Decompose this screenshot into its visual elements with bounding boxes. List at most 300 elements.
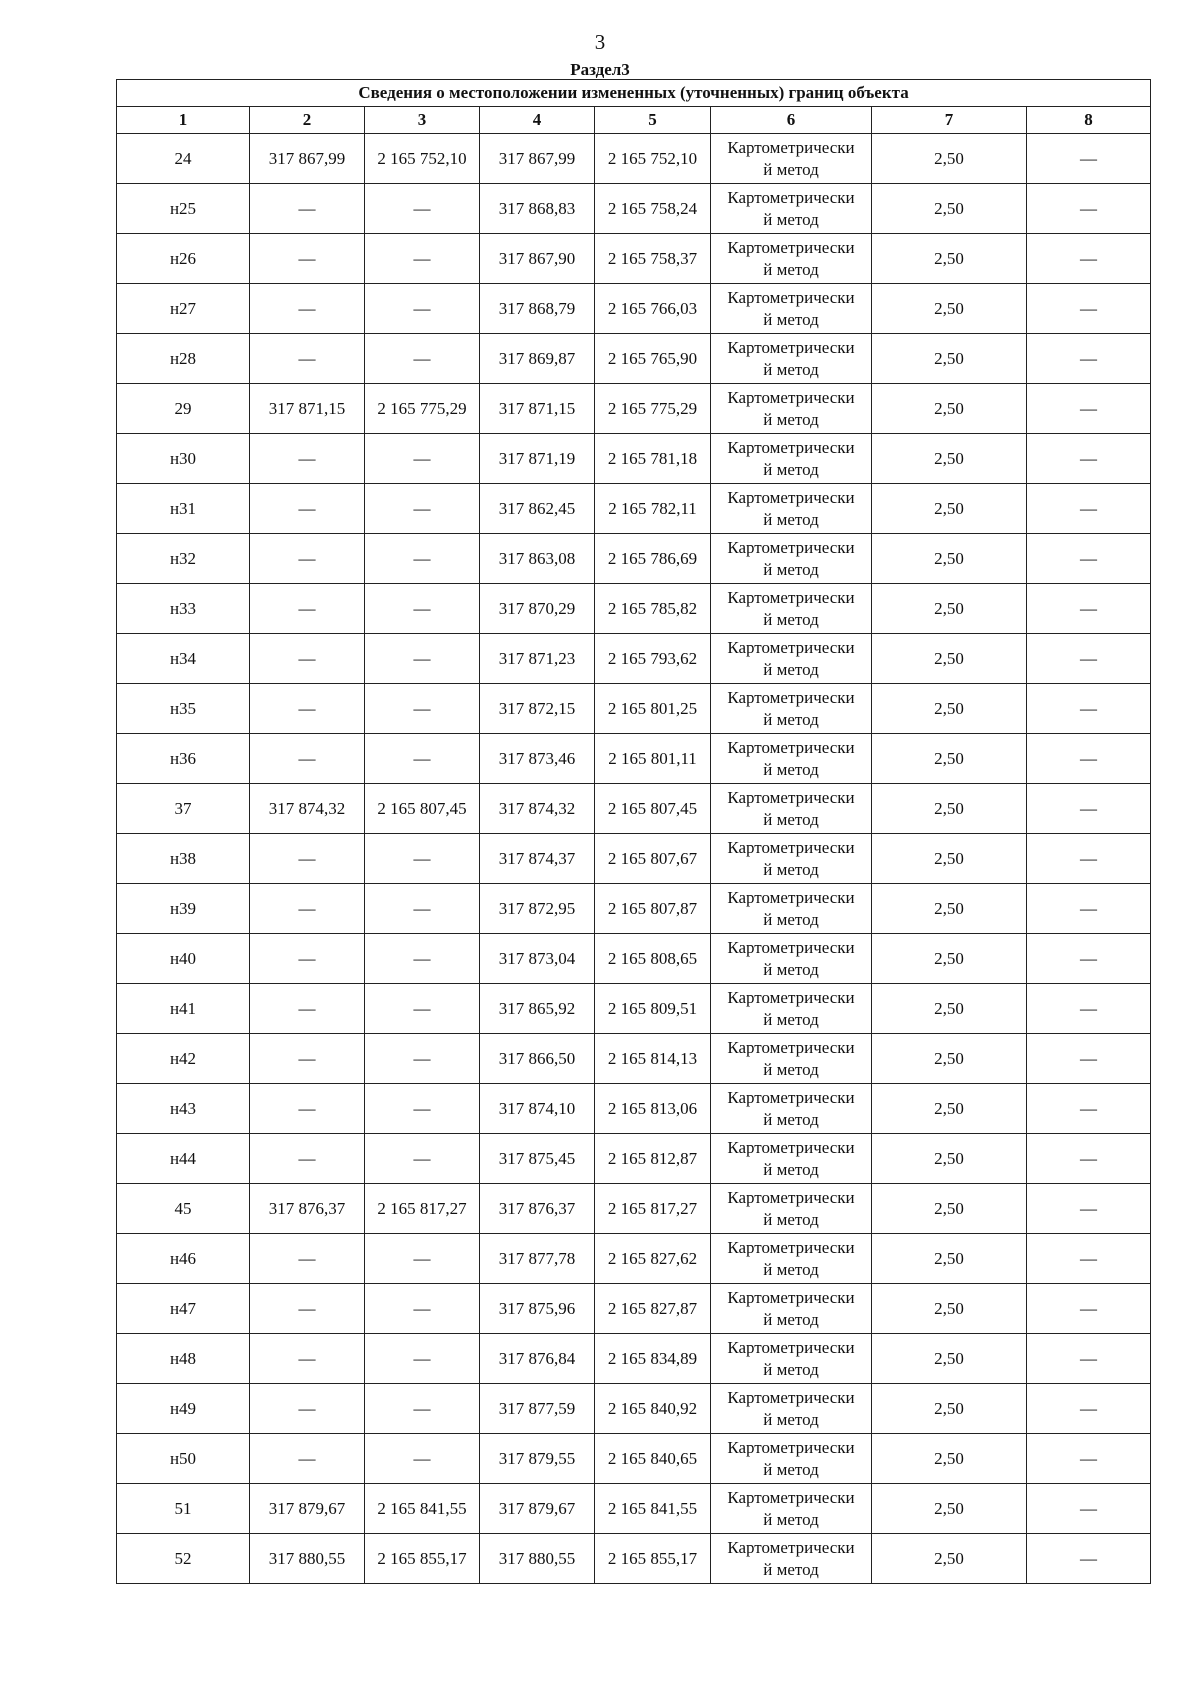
- method-line-2: й метод: [763, 859, 819, 879]
- new-y-cell: 2 165 758,37: [595, 234, 711, 284]
- column-header-1: 1: [117, 107, 250, 134]
- new-x-cell: 317 869,87: [480, 334, 595, 384]
- method-cell: [711, 1184, 872, 1234]
- old-x-cell: —: [250, 534, 365, 584]
- table-row: [117, 784, 1151, 834]
- accuracy-cell: 2,50: [872, 434, 1027, 484]
- method-cell: [711, 234, 872, 284]
- description-cell: —: [1027, 1234, 1151, 1284]
- method-line-2: й метод: [763, 909, 819, 929]
- new-y-cell: 2 165 827,87: [595, 1284, 711, 1334]
- description-cell: —: [1027, 1084, 1151, 1134]
- method-cell: [711, 1134, 872, 1184]
- new-x-cell: 317 873,04: [480, 934, 595, 984]
- table-row: [117, 534, 1151, 584]
- table-row: [117, 684, 1151, 734]
- description-cell: —: [1027, 234, 1151, 284]
- method-cell: [711, 834, 872, 884]
- accuracy-cell: 2,50: [872, 834, 1027, 884]
- description-cell: —: [1027, 684, 1151, 734]
- new-x-cell: 317 872,95: [480, 884, 595, 934]
- new-y-cell: 2 165 855,17: [595, 1534, 711, 1584]
- description-cell: —: [1027, 1334, 1151, 1384]
- new-x-cell: 317 871,15: [480, 384, 595, 434]
- method-cell: [711, 1534, 872, 1584]
- method-cell: [711, 884, 872, 934]
- method-cell: [711, 584, 872, 634]
- new-y-cell: 2 165 785,82: [595, 584, 711, 634]
- method-line-2: й метод: [763, 1359, 819, 1379]
- boundary-coordinates-table: [116, 79, 1151, 1584]
- description-cell: —: [1027, 284, 1151, 334]
- table-row: [117, 1484, 1151, 1534]
- point-id-cell: н50: [117, 1434, 250, 1484]
- description-cell: —: [1027, 434, 1151, 484]
- old-x-cell: —: [250, 1434, 365, 1484]
- old-x-cell: —: [250, 984, 365, 1034]
- description-cell: —: [1027, 134, 1151, 184]
- new-y-cell: 2 165 766,03: [595, 284, 711, 334]
- method-line-2: й метод: [763, 1109, 819, 1129]
- new-x-cell: 317 870,29: [480, 584, 595, 634]
- method-line-2: й метод: [763, 509, 819, 529]
- new-y-cell: 2 165 817,27: [595, 1184, 711, 1234]
- point-id-cell: н33: [117, 584, 250, 634]
- description-cell: —: [1027, 1534, 1151, 1584]
- point-id-cell: н32: [117, 534, 250, 584]
- accuracy-cell: 2,50: [872, 1034, 1027, 1084]
- new-x-cell: 317 874,37: [480, 834, 595, 884]
- method-line-1: Картометрически: [727, 987, 855, 1007]
- new-x-cell: 317 877,78: [480, 1234, 595, 1284]
- old-y-cell: —: [365, 1234, 480, 1284]
- old-x-cell: —: [250, 934, 365, 984]
- method-cell: [711, 734, 872, 784]
- method-cell: [711, 184, 872, 234]
- old-x-cell: 317 874,32: [250, 784, 365, 834]
- method-line-2: й метод: [763, 409, 819, 429]
- method-line-1: Картометрически: [727, 1237, 855, 1257]
- new-y-cell: 2 165 775,29: [595, 384, 711, 434]
- new-x-cell: 317 871,19: [480, 434, 595, 484]
- method-cell: [711, 384, 872, 434]
- column-header-7: 7: [872, 107, 1027, 134]
- new-x-cell: 317 880,55: [480, 1534, 595, 1584]
- accuracy-cell: 2,50: [872, 384, 1027, 434]
- method-cell: [711, 684, 872, 734]
- point-id-cell: н34: [117, 634, 250, 684]
- point-id-cell: 51: [117, 1484, 250, 1534]
- accuracy-cell: 2,50: [872, 1434, 1027, 1484]
- old-y-cell: —: [365, 184, 480, 234]
- method-line-2: й метод: [763, 759, 819, 779]
- new-x-cell: 317 867,99: [480, 134, 595, 184]
- method-line-2: й метод: [763, 809, 819, 829]
- old-y-cell: —: [365, 584, 480, 634]
- method-line-1: Картометрически: [727, 1387, 855, 1407]
- method-line-1: Картометрически: [727, 537, 855, 557]
- old-x-cell: —: [250, 1234, 365, 1284]
- new-x-cell: 317 868,83: [480, 184, 595, 234]
- method-line-1: Картометрически: [727, 487, 855, 507]
- method-line-1: Картометрически: [727, 587, 855, 607]
- method-line-2: й метод: [763, 659, 819, 679]
- old-y-cell: —: [365, 234, 480, 284]
- description-cell: —: [1027, 534, 1151, 584]
- point-id-cell: 29: [117, 384, 250, 434]
- accuracy-cell: 2,50: [872, 184, 1027, 234]
- method-line-1: Картометрически: [727, 1337, 855, 1357]
- point-id-cell: 37: [117, 784, 250, 834]
- method-line-2: й метод: [763, 959, 819, 979]
- new-y-cell: 2 165 765,90: [595, 334, 711, 384]
- method-line-2: й метод: [763, 359, 819, 379]
- table-row: [117, 1434, 1151, 1484]
- point-id-cell: н47: [117, 1284, 250, 1334]
- description-cell: —: [1027, 1384, 1151, 1434]
- old-y-cell: —: [365, 1334, 480, 1384]
- point-id-cell: н28: [117, 334, 250, 384]
- description-cell: —: [1027, 784, 1151, 834]
- point-id-cell: н48: [117, 1334, 250, 1384]
- new-x-cell: 317 874,32: [480, 784, 595, 834]
- table-row: [117, 1184, 1151, 1234]
- new-y-cell: 2 165 758,24: [595, 184, 711, 234]
- old-x-cell: —: [250, 834, 365, 884]
- accuracy-cell: 2,50: [872, 884, 1027, 934]
- old-x-cell: —: [250, 1084, 365, 1134]
- old-y-cell: 2 165 807,45: [365, 784, 480, 834]
- method-line-2: й метод: [763, 1209, 819, 1229]
- accuracy-cell: 2,50: [872, 1484, 1027, 1534]
- method-line-1: Картометрически: [727, 1037, 855, 1057]
- new-y-cell: 2 165 782,11: [595, 484, 711, 534]
- table-row: [117, 184, 1151, 234]
- old-x-cell: —: [250, 184, 365, 234]
- point-id-cell: н44: [117, 1134, 250, 1184]
- new-y-cell: 2 165 840,92: [595, 1384, 711, 1434]
- table-caption: Сведения о местоположении измененных (уточненных) границ объекта: [117, 80, 1151, 107]
- old-x-cell: —: [250, 334, 365, 384]
- old-x-cell: 317 880,55: [250, 1534, 365, 1584]
- old-y-cell: —: [365, 984, 480, 1034]
- old-x-cell: —: [250, 884, 365, 934]
- method-line-2: й метод: [763, 1009, 819, 1029]
- new-y-cell: 2 165 834,89: [595, 1334, 711, 1384]
- accuracy-cell: 2,50: [872, 934, 1027, 984]
- method-cell: [711, 534, 872, 584]
- method-cell: [711, 284, 872, 334]
- method-line-1: Картометрически: [727, 687, 855, 707]
- column-header-3: 3: [365, 107, 480, 134]
- method-line-1: Картометрически: [727, 1437, 855, 1457]
- old-y-cell: —: [365, 1084, 480, 1134]
- table-row: [117, 134, 1151, 184]
- method-line-1: Картометрически: [727, 437, 855, 457]
- old-x-cell: —: [250, 234, 365, 284]
- point-id-cell: н27: [117, 284, 250, 334]
- new-y-cell: 2 165 807,87: [595, 884, 711, 934]
- method-line-2: й метод: [763, 459, 819, 479]
- column-header-4: 4: [480, 107, 595, 134]
- method-line-2: й метод: [763, 609, 819, 629]
- new-y-cell: 2 165 781,18: [595, 434, 711, 484]
- point-id-cell: 24: [117, 134, 250, 184]
- description-cell: —: [1027, 634, 1151, 684]
- method-line-2: й метод: [763, 709, 819, 729]
- accuracy-cell: 2,50: [872, 1534, 1027, 1584]
- method-line-1: Картометрически: [727, 1537, 855, 1557]
- old-y-cell: —: [365, 1384, 480, 1434]
- accuracy-cell: 2,50: [872, 134, 1027, 184]
- old-x-cell: 317 867,99: [250, 134, 365, 184]
- new-x-cell: 317 867,90: [480, 234, 595, 284]
- old-x-cell: —: [250, 584, 365, 634]
- table-row: [117, 1234, 1151, 1284]
- accuracy-cell: 2,50: [872, 734, 1027, 784]
- old-y-cell: 2 165 775,29: [365, 384, 480, 434]
- accuracy-cell: 2,50: [872, 234, 1027, 284]
- old-y-cell: —: [365, 734, 480, 784]
- method-cell: [711, 1034, 872, 1084]
- accuracy-cell: 2,50: [872, 784, 1027, 834]
- accuracy-cell: 2,50: [872, 634, 1027, 684]
- point-id-cell: н41: [117, 984, 250, 1034]
- method-cell: [711, 934, 872, 984]
- point-id-cell: н49: [117, 1384, 250, 1434]
- description-cell: —: [1027, 884, 1151, 934]
- method-line-2: й метод: [763, 1159, 819, 1179]
- table-row: [117, 484, 1151, 534]
- method-line-2: й метод: [763, 309, 819, 329]
- column-header-6: 6: [711, 107, 872, 134]
- method-cell: [711, 334, 872, 384]
- new-x-cell: 317 873,46: [480, 734, 595, 784]
- new-x-cell: 317 866,50: [480, 1034, 595, 1084]
- new-y-cell: 2 165 808,65: [595, 934, 711, 984]
- table-row: [117, 234, 1151, 284]
- new-y-cell: 2 165 841,55: [595, 1484, 711, 1534]
- section-title: Раздел3: [570, 60, 630, 79]
- old-y-cell: —: [365, 1034, 480, 1084]
- new-x-cell: 317 879,55: [480, 1434, 595, 1484]
- description-cell: —: [1027, 984, 1151, 1034]
- method-cell: [711, 1434, 872, 1484]
- accuracy-cell: 2,50: [872, 534, 1027, 584]
- new-x-cell: 317 862,45: [480, 484, 595, 534]
- old-x-cell: 317 871,15: [250, 384, 365, 434]
- accuracy-cell: 2,50: [872, 984, 1027, 1034]
- method-line-1: Картометрически: [727, 837, 855, 857]
- method-line-1: Картометрически: [727, 937, 855, 957]
- table-row: [117, 1134, 1151, 1184]
- method-line-2: й метод: [763, 209, 819, 229]
- method-line-2: й метод: [763, 1309, 819, 1329]
- old-y-cell: —: [365, 684, 480, 734]
- method-line-1: Картометрически: [727, 787, 855, 807]
- accuracy-cell: 2,50: [872, 1284, 1027, 1334]
- old-x-cell: —: [250, 684, 365, 734]
- description-cell: —: [1027, 1484, 1151, 1534]
- new-x-cell: 317 875,96: [480, 1284, 595, 1334]
- new-x-cell: 317 876,84: [480, 1334, 595, 1384]
- point-id-cell: н39: [117, 884, 250, 934]
- new-x-cell: 317 868,79: [480, 284, 595, 334]
- table-row: [117, 734, 1151, 784]
- point-id-cell: н30: [117, 434, 250, 484]
- old-y-cell: 2 165 752,10: [365, 134, 480, 184]
- method-line-1: Картометрически: [727, 287, 855, 307]
- description-cell: —: [1027, 1284, 1151, 1334]
- old-x-cell: —: [250, 1284, 365, 1334]
- method-cell: [711, 434, 872, 484]
- table-row: [117, 1084, 1151, 1134]
- new-y-cell: 2 165 814,13: [595, 1034, 711, 1084]
- old-y-cell: —: [365, 434, 480, 484]
- method-cell: [711, 1084, 872, 1134]
- old-x-cell: —: [250, 434, 365, 484]
- accuracy-cell: 2,50: [872, 1384, 1027, 1434]
- column-header-2: 2: [250, 107, 365, 134]
- method-cell: [711, 1334, 872, 1384]
- method-cell: [711, 1484, 872, 1534]
- method-cell: [711, 634, 872, 684]
- point-id-cell: н40: [117, 934, 250, 984]
- point-id-cell: н43: [117, 1084, 250, 1134]
- method-line-1: Картометрически: [727, 237, 855, 257]
- description-cell: —: [1027, 584, 1151, 634]
- new-y-cell: 2 165 840,65: [595, 1434, 711, 1484]
- method-line-1: Картометрически: [727, 1487, 855, 1507]
- accuracy-cell: 2,50: [872, 484, 1027, 534]
- table-row: [117, 634, 1151, 684]
- table-header-row: [117, 107, 1151, 134]
- method-cell: [711, 1234, 872, 1284]
- method-line-2: й метод: [763, 1459, 819, 1479]
- accuracy-cell: 2,50: [872, 1084, 1027, 1134]
- table-row: [117, 1334, 1151, 1384]
- old-x-cell: 317 879,67: [250, 1484, 365, 1534]
- table-body: [117, 134, 1151, 1584]
- table-row: [117, 884, 1151, 934]
- table-row: [117, 584, 1151, 634]
- method-line-1: Картометрически: [727, 1137, 855, 1157]
- old-y-cell: —: [365, 934, 480, 984]
- new-x-cell: 317 876,37: [480, 1184, 595, 1234]
- new-y-cell: 2 165 793,62: [595, 634, 711, 684]
- new-y-cell: 2 165 813,06: [595, 1084, 711, 1134]
- method-cell: [711, 1284, 872, 1334]
- table-row: [117, 934, 1151, 984]
- new-y-cell: 2 165 786,69: [595, 534, 711, 584]
- old-y-cell: —: [365, 534, 480, 584]
- new-x-cell: 317 871,23: [480, 634, 595, 684]
- accuracy-cell: 2,50: [872, 584, 1027, 634]
- old-y-cell: 2 165 841,55: [365, 1484, 480, 1534]
- point-id-cell: н31: [117, 484, 250, 534]
- method-line-2: й метод: [763, 1559, 819, 1579]
- accuracy-cell: 2,50: [872, 1134, 1027, 1184]
- new-y-cell: 2 165 801,11: [595, 734, 711, 784]
- new-y-cell: 2 165 801,25: [595, 684, 711, 734]
- description-cell: —: [1027, 734, 1151, 784]
- method-line-2: й метод: [763, 159, 819, 179]
- method-line-1: Картометрически: [727, 637, 855, 657]
- method-line-2: й метод: [763, 1059, 819, 1079]
- old-x-cell: —: [250, 1134, 365, 1184]
- column-header-5: 5: [595, 107, 711, 134]
- old-x-cell: 317 876,37: [250, 1184, 365, 1234]
- method-line-2: й метод: [763, 1259, 819, 1279]
- old-y-cell: —: [365, 334, 480, 384]
- method-line-1: Картометрически: [727, 387, 855, 407]
- description-cell: —: [1027, 184, 1151, 234]
- table-row: [117, 334, 1151, 384]
- old-x-cell: —: [250, 1334, 365, 1384]
- table-row: [117, 1534, 1151, 1584]
- accuracy-cell: 2,50: [872, 684, 1027, 734]
- old-y-cell: 2 165 855,17: [365, 1534, 480, 1584]
- accuracy-cell: 2,50: [872, 284, 1027, 334]
- method-cell: [711, 1384, 872, 1434]
- new-x-cell: 317 875,45: [480, 1134, 595, 1184]
- old-y-cell: —: [365, 834, 480, 884]
- description-cell: —: [1027, 1034, 1151, 1084]
- old-y-cell: —: [365, 1284, 480, 1334]
- method-line-2: й метод: [763, 559, 819, 579]
- point-id-cell: 45: [117, 1184, 250, 1234]
- method-line-2: й метод: [763, 1409, 819, 1429]
- column-header-8: 8: [1027, 107, 1151, 134]
- old-y-cell: 2 165 817,27: [365, 1184, 480, 1234]
- table-row: [117, 1284, 1151, 1334]
- old-y-cell: —: [365, 884, 480, 934]
- old-y-cell: —: [365, 1134, 480, 1184]
- old-x-cell: —: [250, 734, 365, 784]
- table-row: [117, 434, 1151, 484]
- new-y-cell: 2 165 752,10: [595, 134, 711, 184]
- new-y-cell: 2 165 807,45: [595, 784, 711, 834]
- new-x-cell: 317 872,15: [480, 684, 595, 734]
- new-x-cell: 317 863,08: [480, 534, 595, 584]
- method-line-1: Картометрически: [727, 887, 855, 907]
- old-y-cell: —: [365, 284, 480, 334]
- description-cell: —: [1027, 1184, 1151, 1234]
- new-x-cell: 317 865,92: [480, 984, 595, 1034]
- method-cell: [711, 784, 872, 834]
- point-id-cell: н42: [117, 1034, 250, 1084]
- table-row: [117, 284, 1151, 334]
- method-line-1: Картометрически: [727, 1087, 855, 1107]
- old-x-cell: —: [250, 1384, 365, 1434]
- new-x-cell: 317 874,10: [480, 1084, 595, 1134]
- method-cell: [711, 134, 872, 184]
- method-line-1: Картометрически: [727, 187, 855, 207]
- description-cell: —: [1027, 1434, 1151, 1484]
- new-x-cell: 317 879,67: [480, 1484, 595, 1534]
- accuracy-cell: 2,50: [872, 334, 1027, 384]
- point-id-cell: 52: [117, 1534, 250, 1584]
- description-cell: —: [1027, 384, 1151, 434]
- method-line-1: Картометрически: [727, 337, 855, 357]
- table-row: [117, 1384, 1151, 1434]
- old-x-cell: —: [250, 1034, 365, 1084]
- old-y-cell: —: [365, 634, 480, 684]
- description-cell: —: [1027, 1134, 1151, 1184]
- table-row: [117, 384, 1151, 434]
- point-id-cell: н36: [117, 734, 250, 784]
- method-line-1: Картометрически: [727, 737, 855, 757]
